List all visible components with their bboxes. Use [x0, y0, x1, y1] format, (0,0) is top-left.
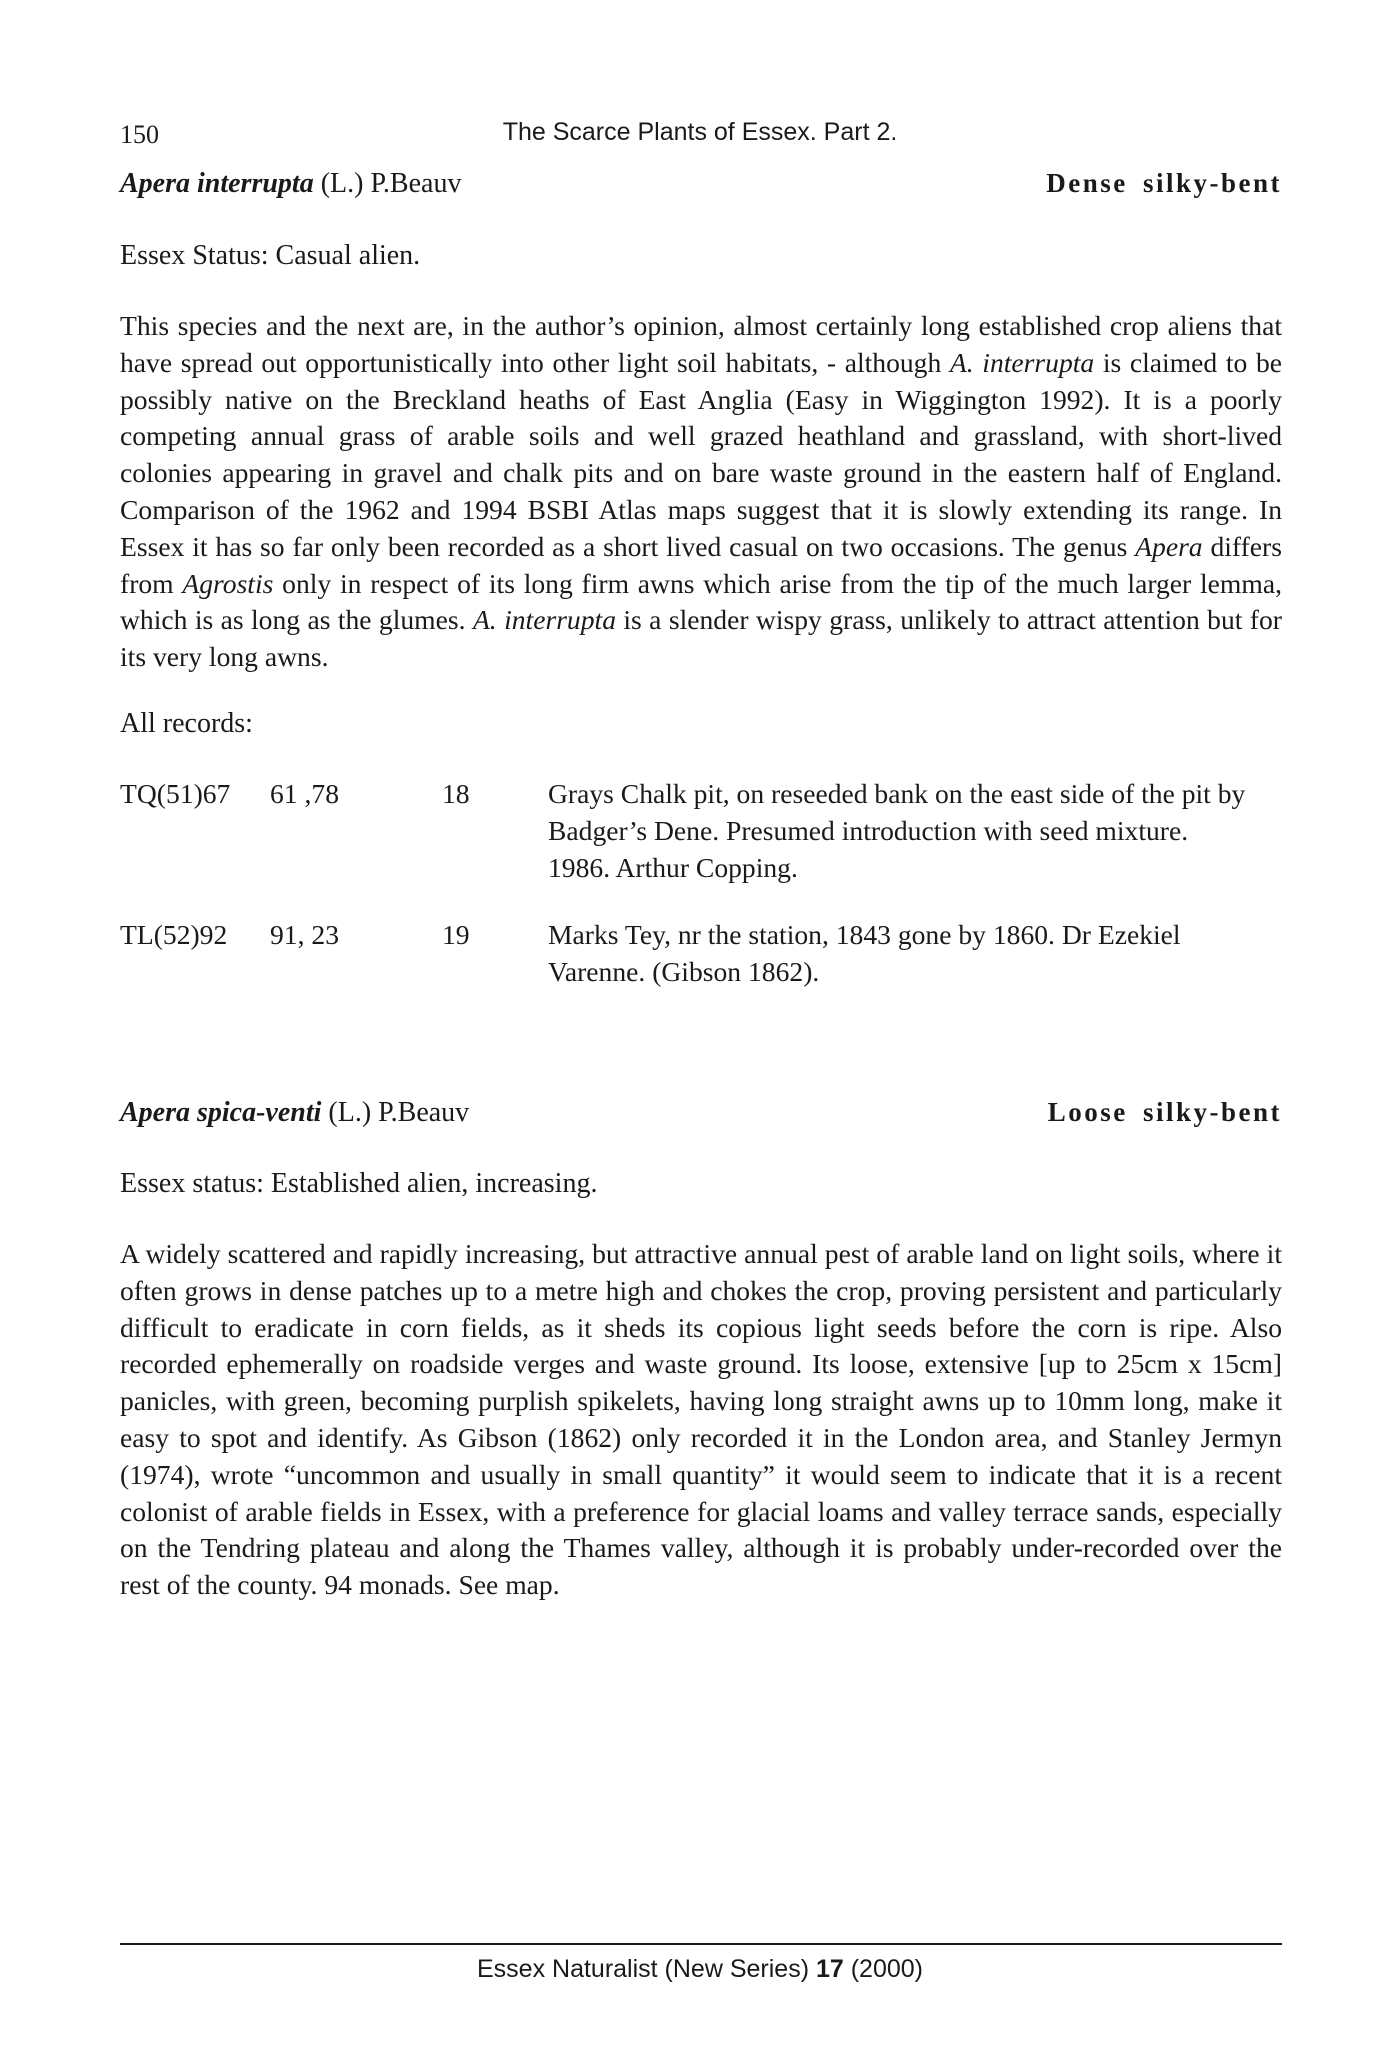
essex-status: Essex Status: Casual alien. — [120, 240, 421, 271]
description-italic: Agrostis — [182, 567, 274, 599]
volume-number: 17 — [815, 1955, 844, 1983]
description-italic: A. interrupta — [472, 604, 616, 636]
footer-rule — [120, 1943, 1282, 1945]
record-grid-ref: TL(52)92 — [120, 919, 228, 950]
species-heading — [120, 1097, 1282, 1129]
description-text: This species and the next are, in the author’s opinion, almost certainly long established crop aliens that have spread out opportunistically into other light soil habitats, - although — [120, 310, 1282, 378]
footer-citation — [0, 1955, 1400, 1984]
record-grid-ref: TQ(51)67 — [120, 778, 231, 809]
essex-status: Essex status: Established alien, increasing. — [120, 1168, 598, 1199]
species-name — [120, 168, 461, 200]
record-description: Marks Tey, nr the station, 1843 gone by 1860. Dr Ezekiel Varenne. (Gibson 1862). — [548, 919, 1181, 987]
common-name: Loose silky-bent — [1047, 1097, 1282, 1127]
species-description: A widely scattered and rapidly increasing, but attractive annual pest of arable land on light soils, where it often grows in dense patches up to a metre high and chokes the crop, proving persistent and particularly difficult to eradicate in corn fields, as it sheds its copious light seeds before the corn is ripe. Also recorded ephemerally on roadside verges and waste ground. Its loose, extensive [up to 25cm x 15cm] panicles, with green, becoming purplish spikelets, having long straight awns up to 10mm long, make it easy to spot and identify. As Gibson (1862) only recorded it in the London area, and Stanley Jermyn (1974), wrote “uncommon and usually in small quantity” it would seem to indicate that it is a recent colonist of arable fields in Essex, with a preference for glacial loams and valley terrace sands, especially on the Tendring plateau and along the Thames valley, although it is probably under-recorded over the rest of the county. 94 monads. See map. — [120, 1238, 1282, 1601]
journal-name: Essex Naturalist (New Series) — [476, 1955, 810, 1983]
record-description: Grays Chalk pit, on reseeded bank on the east side of the pit by Badger’s Dene. Presumed introduction with seed mixture. 1986. Arthur Copping. — [548, 778, 1246, 883]
species-heading — [120, 168, 1282, 200]
records-label: All records: — [120, 708, 253, 739]
species-description — [120, 308, 1282, 676]
common-name: Dense silky-bent — [1046, 168, 1282, 198]
running-title: The Scarce Plants of Essex. Part 2. — [502, 118, 898, 146]
species-name — [120, 1097, 469, 1129]
description-text: differs from — [120, 530, 1282, 599]
record-number: 18 — [442, 778, 470, 809]
species-binomial: Apera spica-venti — [120, 1097, 322, 1128]
record-coords: 61 ,78 — [270, 778, 339, 809]
species-binomial: Apera interrupta — [120, 168, 314, 199]
species-authority: (L.) P.Beauv — [320, 168, 462, 199]
page-number: 150 — [120, 120, 159, 149]
description-text: is claimed to be possibly native on the Breckland heaths of East Anglia (Easy in Wiggington 1992). It is a poorly competing annual grass of arable soils and well grazed heathland and grassland, with short-lived colonies appearing in gravel and chalk pits and on bare waste ground in the eastern half of England. Comparison of the 1962 and 1994 BSBI Atlas maps suggest that it is slowly extending its range. In Essex it has so far only been recorded as a short lived casual on two occasions. The genus — [120, 346, 1283, 562]
description-text: only in respect of its long firm awns which arise from the tip of the much larger lemma, which is as long as the glumes. — [120, 567, 1282, 636]
description-italic: A. interrupta — [949, 346, 1095, 378]
description-text: is a slender wispy grass, unlikely to attract attention but for its very long awns. — [120, 604, 1282, 673]
record-coords: 91, 23 — [270, 919, 339, 950]
description-italic: Apera — [1135, 530, 1203, 562]
publication-year: (2000) — [850, 1955, 923, 1983]
record-number: 19 — [442, 919, 470, 950]
species-authority: (L.) P.Beauv — [328, 1097, 470, 1128]
